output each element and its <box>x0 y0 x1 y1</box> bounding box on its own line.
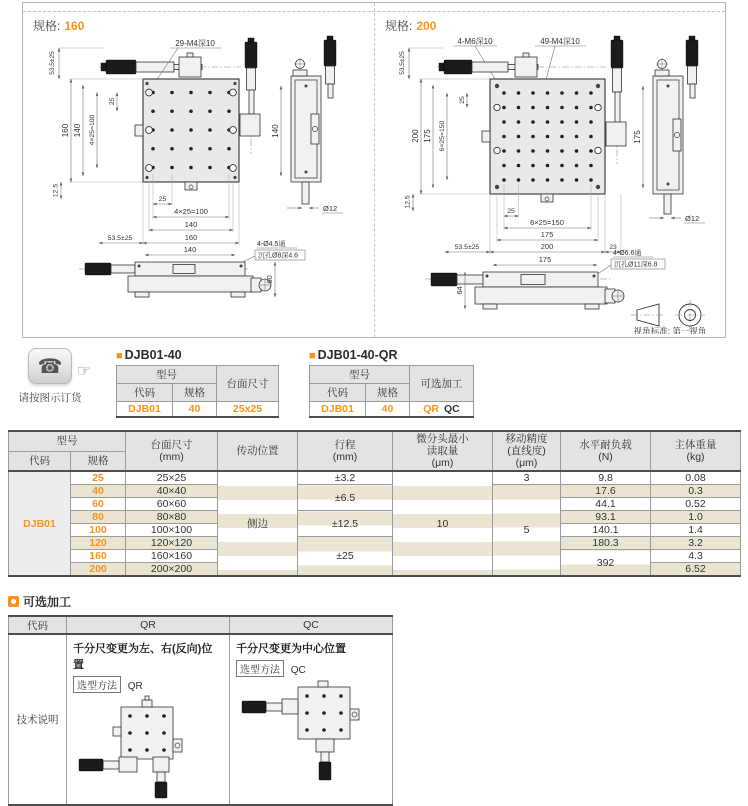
code-value: DJB01 <box>117 402 173 418</box>
technical-drawings-box <box>22 2 726 338</box>
svg-text:6×25=150: 6×25=150 <box>530 218 564 227</box>
svg-text:Ø12: Ø12 <box>323 204 338 213</box>
header-stroke: 行程 (mm) <box>298 431 393 471</box>
bullet-icon: ■ <box>309 350 316 362</box>
header-load: 水平耐负载 (N) <box>561 431 651 471</box>
svg-text:6×25=150: 6×25=150 <box>439 120 446 152</box>
method-label: 选型方法 <box>236 660 284 677</box>
optional-section-icon <box>8 596 19 607</box>
header-reading: 微分头最小 读取量 (μm) <box>393 431 493 471</box>
qc-stage-drawing <box>236 679 386 783</box>
col-extra: 可选加工 <box>410 366 474 402</box>
plan-view-plate <box>482 79 605 202</box>
qc-description: 千分尺变更为中心位置 <box>236 643 346 656</box>
col-model: 型号 <box>310 366 410 384</box>
bullet-icon: ■ <box>116 350 123 362</box>
drawing-200 <box>375 34 725 334</box>
col-qc: QC <box>230 616 393 634</box>
front-view <box>425 248 665 309</box>
qc-option-cell <box>230 634 393 805</box>
drawing-panel-160 <box>23 3 374 337</box>
table-row: 160 160×160 392 4.3 <box>9 550 741 563</box>
qr-method: 选型方法 QR <box>73 676 223 693</box>
header-weight: 主体重量 (kg) <box>651 431 741 471</box>
phone-icon: ☎ <box>37 355 63 378</box>
phone-order-icon <box>28 348 91 384</box>
svg-text:25: 25 <box>109 97 116 106</box>
table-row: 200 200×200 6.52 <box>9 563 741 577</box>
col-code: 代码 <box>310 384 366 402</box>
order-note: 请按图示订货 <box>18 392 82 404</box>
col-extra: 台面尺寸 <box>217 366 279 402</box>
svg-text:53.5±25: 53.5±25 <box>49 51 56 75</box>
plan-view-plate <box>135 79 239 190</box>
svg-text:175: 175 <box>423 129 432 143</box>
svg-text:沉孔Ø11深6.8: 沉孔Ø11深6.8 <box>614 261 658 269</box>
svg-text:12.5: 12.5 <box>52 183 60 198</box>
method-label: 选型方法 <box>73 676 121 693</box>
table-row: DJB01 25 25×25 侧边 ±3.2 10 3 9.8 0.08 <box>9 471 741 485</box>
front-view <box>79 239 305 297</box>
order-title: ■ DJB01-40-QR <box>309 348 398 362</box>
svg-text:25: 25 <box>158 196 167 203</box>
micrometer-top <box>99 53 241 77</box>
svg-text:160: 160 <box>184 233 198 242</box>
svg-text:沉孔Ø8深4.6: 沉孔Ø8深4.6 <box>258 252 299 260</box>
svg-text:25: 25 <box>459 96 466 104</box>
pointing-finger-icon: ☞ <box>76 363 91 380</box>
spec-value: 40 <box>173 402 217 418</box>
option-values <box>410 402 474 418</box>
size-value: 25x25 <box>217 402 279 418</box>
col-qr: QR <box>67 616 230 634</box>
svg-text:4×25=100: 4×25=100 <box>174 207 208 216</box>
qr-option-cell <box>67 634 230 805</box>
dim-53-top <box>49 48 105 79</box>
col-code: 代码 <box>9 616 67 634</box>
svg-text:53.5±25: 53.5±25 <box>454 244 480 251</box>
svg-text:175: 175 <box>633 130 642 144</box>
svg-text:25: 25 <box>507 208 515 215</box>
svg-text:140: 140 <box>271 124 280 138</box>
col-spec: 规格 <box>173 384 217 402</box>
code-value: DJB01 <box>9 471 71 576</box>
table-row: 100 100×100 140.1 1.4 <box>9 524 741 537</box>
specifications-table <box>8 430 741 577</box>
code-value: DJB01 <box>310 402 366 418</box>
svg-text:140: 140 <box>73 123 82 138</box>
svg-text:200: 200 <box>411 129 420 143</box>
col-spec: 规格 <box>366 384 410 402</box>
svg-text:4-M6深10: 4-M6深10 <box>457 37 493 46</box>
order-title: ■ DJB01-40 <box>116 348 182 362</box>
order-values-row <box>310 402 474 418</box>
qr-description: 千分尺变更为左、右(反向)位置 <box>73 643 213 672</box>
dim-label: 29-M4深10 <box>175 39 215 48</box>
col-model: 型号 <box>117 366 217 384</box>
drawing-160 <box>23 34 373 334</box>
svg-text:200: 200 <box>540 242 554 251</box>
option-qc: QC <box>444 403 460 415</box>
side-view <box>271 36 343 213</box>
col-code: 代码 <box>117 384 173 402</box>
svg-text:23: 23 <box>609 244 617 251</box>
contact-block <box>14 348 91 405</box>
svg-text:60: 60 <box>265 275 274 284</box>
dim-53-top <box>399 48 443 79</box>
svg-text:53.5±25: 53.5±25 <box>399 51 406 75</box>
micrometer-right <box>606 36 626 164</box>
ordering-section <box>14 348 748 418</box>
order-values-row <box>117 402 279 418</box>
view-standard-note: 视角标准: 第一视角 <box>633 326 707 334</box>
bottom-dimensions <box>53 174 240 245</box>
left-dimensions <box>411 79 490 194</box>
order-table-djb01-40-qr <box>309 348 474 418</box>
micrometer-right <box>240 38 260 154</box>
spec-label: 规格: <box>33 19 61 33</box>
drive-value: 侧边 <box>218 471 298 576</box>
table-row: 120 120×120 ±25 180.3 3.2 <box>9 537 741 550</box>
header-code: 代码 <box>9 451 71 471</box>
micrometer-top <box>437 53 607 77</box>
svg-text:160: 160 <box>61 123 70 138</box>
svg-text:12.5: 12.5 <box>404 195 412 209</box>
svg-text:53.5±25: 53.5±25 <box>107 235 133 242</box>
svg-text:175: 175 <box>538 255 552 264</box>
drawing-panel-200 <box>374 3 725 337</box>
svg-text:4×25=100: 4×25=100 <box>89 114 96 146</box>
reading-value: 10 <box>393 471 493 576</box>
spec-value: 200 <box>416 19 437 33</box>
header-size: 台面尺寸 (mm) <box>126 431 218 471</box>
table-row: 40 40×40 ±6.5 5 17.6 0.3 <box>9 485 741 498</box>
svg-text:175: 175 <box>540 230 554 239</box>
left-dimensions <box>61 79 143 182</box>
spec-heading-160 <box>23 3 374 34</box>
svg-text:140: 140 <box>183 245 197 254</box>
svg-text:Ø12: Ø12 <box>685 214 700 223</box>
header-drive: 传动位置 <box>218 431 298 471</box>
spec-heading-200 <box>375 3 725 34</box>
svg-text:140: 140 <box>184 220 198 229</box>
tech-note-label: 技术说明 <box>9 634 67 805</box>
spec-value: 40 <box>366 402 410 418</box>
option-qr: QR <box>423 403 439 415</box>
optional-title: 可选加工 <box>8 593 748 610</box>
order-table-djb01-40 <box>116 348 279 418</box>
qr-stage-drawing <box>73 695 223 799</box>
svg-text:49-M4深10: 49-M4深10 <box>540 37 580 46</box>
qc-method: 选型方法 QC <box>236 660 386 677</box>
header-model: 型号 <box>9 431 126 451</box>
table-row: 60 60×60 44.1 0.52 <box>9 498 741 511</box>
svg-text:64: 64 <box>455 286 464 295</box>
header-spec: 规格 <box>71 451 126 471</box>
side-view <box>633 36 705 223</box>
table-row: 80 80×80 ±12.5 93.1 1.0 <box>9 511 741 524</box>
optional-machining-section <box>8 593 748 806</box>
spec-value: 160 <box>64 19 85 33</box>
spec-label: 规格: <box>385 19 413 33</box>
svg-text:4-Ø6.6通: 4-Ø6.6通 <box>613 250 642 257</box>
header-accuracy: 移动精度 (直线度) (μm) <box>493 431 561 471</box>
svg-text:4-Ø4.5通: 4-Ø4.5通 <box>257 241 286 248</box>
